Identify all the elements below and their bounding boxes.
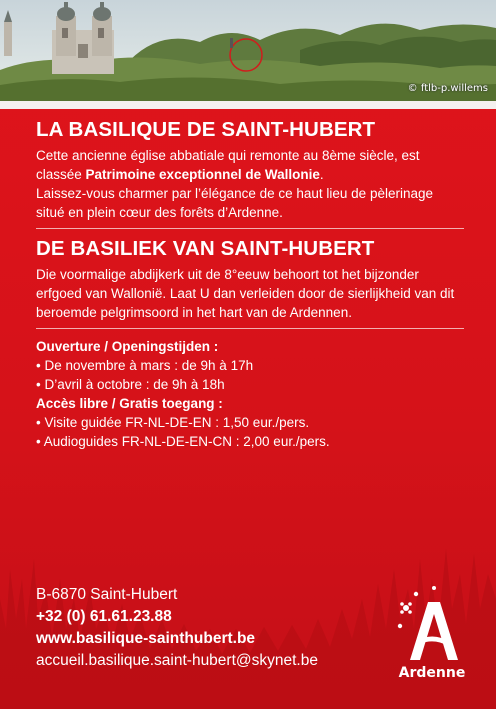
- contact-footer: [36, 584, 318, 672]
- opening-heading: Ouverture / Openingstijden :: [36, 339, 219, 354]
- photo-credit: © ftlb-p.willems: [407, 83, 488, 94]
- divider: [36, 328, 464, 329]
- opening-item: • De novembre à mars : de 9h à 17h: [36, 358, 254, 373]
- photo-border: [0, 101, 496, 109]
- main-content: [36, 118, 464, 451]
- fr-paragraph-1: [36, 146, 464, 184]
- email-link[interactable]: accueil.basilique.saint-hubert@skynet.be: [36, 652, 318, 669]
- logo-text: Ardenne: [398, 665, 466, 681]
- address: B-6870 Saint-Hubert: [36, 586, 178, 603]
- access-heading: Accès libre / Gratis toegang :: [36, 396, 223, 411]
- fr-paragraph-2: Laissez-vous charmer par l’élégance de ce haut lieu de pèlerinage situé en plein cœur des forêts d’Ardenne.: [36, 186, 433, 220]
- nl-title: DE BASILIEK VAN SAINT-HUBERT: [36, 237, 375, 260]
- fr-text-end: .: [319, 167, 324, 182]
- nl-paragraph: Die voormalige abdijkerk uit de 8°eeuw behoort tot het bijzonder erfgoed van Wallonië. Laat U dan verleiden door de sierlijkheid van dit beroemde pelgrimsoord in het hart van de Ardennen.: [36, 267, 455, 320]
- access-item: • Visite guidée FR-NL-DE-EN : 1,50 eur./pers.: [36, 415, 310, 430]
- fr-highlight: Patrimoine exceptionnel de Wallonie: [85, 167, 320, 182]
- fr-text: Cette ancienne église abbatiale qui remonte au 8ème siècle, est classée: [36, 148, 420, 182]
- phone[interactable]: +32 (0) 61.61.23.88: [36, 608, 172, 625]
- divider: [36, 228, 464, 229]
- access-item: • Audioguides FR-NL-DE-EN-CN : 2,00 eur./pers.: [36, 434, 330, 449]
- website-link[interactable]: www.basilique-sainthubert.be: [36, 630, 256, 647]
- opening-item: • D’avril à octobre : de 9h à 18h: [36, 377, 225, 392]
- fr-title: LA BASILIQUE DE SAINT-HUBERT: [36, 118, 376, 141]
